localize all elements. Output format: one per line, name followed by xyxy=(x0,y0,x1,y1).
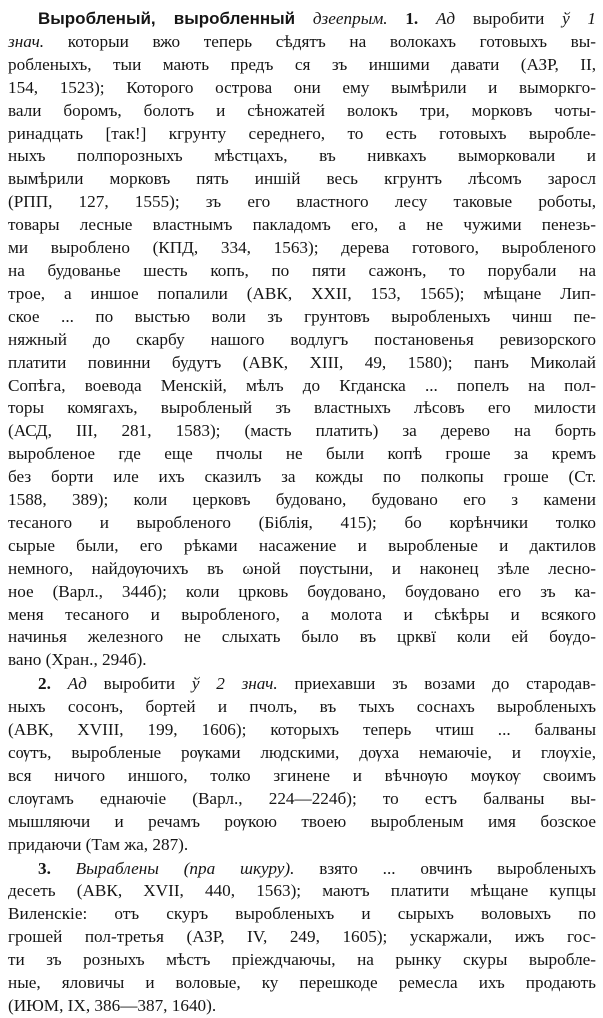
cross-ref-tail-1: ў 1 xyxy=(562,9,597,28)
entry-sense-2 xyxy=(8,673,596,856)
text-line: выробленое где еще пчолы не были копѣ гроше за кремъ xyxy=(8,444,596,464)
text-line: торы комягахъ, выробленый зъ властныхъ лѣсовъ его милости xyxy=(8,398,596,418)
text-line: вали боромъ, болотъ и сѣножатей волокъ три, морковъ чоты- xyxy=(8,100,596,120)
cross-ref-znach-2: знач. xyxy=(241,674,278,694)
text-line: 154, 1523); Которого острова они ему вымѣрили и выморкго- xyxy=(8,77,596,97)
text-line: на будованье шесть копъ, по пяти сажонъ, то порубали на xyxy=(8,260,596,280)
text-line: вано (Хран., 294б). xyxy=(8,650,147,670)
text-line: ское ... по выстью воли зъ грунтовъ выробленыхъ чинш пе- xyxy=(8,306,596,326)
text-line: (АСД, III, 281, 1583); (масть платить) за дерево на борть xyxy=(8,421,596,441)
text-line: ринадцать [так!] кгрунту середнего, то есть готовыхъ выробле- xyxy=(8,123,596,143)
text-line: (АВК, XVIII, 199, 1606); которыхъ теперь чтиш ... балваны xyxy=(8,720,596,740)
cross-ref-label-1: Ад xyxy=(435,9,456,28)
text-line: вымѣрили морковъ пять иншій весь кгрунтъ лѣсомъ заросл xyxy=(8,169,596,189)
text-line: Виленскіе: отъ скуръ выробленыхъ и сырыхъ воловыхъ по xyxy=(8,904,596,924)
dictionary-page xyxy=(8,8,597,1015)
text-line: (ИЮМ, IX, 386—387, 1640). xyxy=(8,995,217,1015)
text-line: няжный до скарбу нашого водлугъ постановенья ревизорского xyxy=(8,329,596,349)
cross-ref-word-2: выробити xyxy=(103,674,176,694)
text-line: ное (Варл., 344б); коли црковь бѹдовано, бѹдовано его зъ ка- xyxy=(8,581,596,601)
text-line: слѹгамъ еднаючіе (Варл., 224—224б); то естъ балваны вы- xyxy=(8,788,596,808)
text-line: мышляючи и речамъ рѹкою твоею выробленым имя бозское xyxy=(8,811,596,831)
text-line: ти зъ розныхъ мѣстъ пріеждчаючы, на рынку скуры выробле- xyxy=(8,950,596,970)
sense-2-first-line: 2. Ад выробити ў 2 знач. приехавши зъ возами до стародав- xyxy=(38,674,597,694)
text-line: ные, яловичы и воловые, ку перешкоде ремесла ихъ продають xyxy=(8,973,596,993)
cross-ref-word-1: выробити xyxy=(472,9,545,28)
sense-3-first-line: 3. Выраблены (пра шкуру). взято ... овчинъ выробленыхъ xyxy=(38,858,597,878)
text-line: десеть (АВК, XVII, 440, 1563); маютъ платити мѣщане купцы xyxy=(8,881,596,901)
entry-sense-3 xyxy=(8,858,596,1018)
text-line: (РПП, 127, 1555); зъ его властного лесу таковые роботы, xyxy=(8,192,596,212)
entry-sense-1 xyxy=(8,8,596,672)
text-line: меня тесаного и выробленого, а молота и сѣкѣры и всякого xyxy=(8,604,596,624)
text-line: знач. которыи вжо теперь сѣдятъ на волокахъ готовыхъ вы- xyxy=(8,31,597,51)
text-line: начинья железного не слыхать было въ црквї коли ей бѹдо- xyxy=(8,627,596,647)
text-line: тесаного и выробленого (Біблія, 415); бо корѣнчики толко xyxy=(8,512,596,532)
headword: Выробленый, выробленный xyxy=(38,9,296,28)
text-line: немного, найдѹючихъ въ ωной пѹстыни, и наконец зѣле лесно- xyxy=(8,558,596,578)
part-of-speech: дзеепрым. xyxy=(312,9,388,28)
text-line: придаючи (Там жа, 287). xyxy=(8,834,189,854)
text-line: грошей пол-третья (АЗР, IV, 249, 1605); ускаржали, ижъ гос- xyxy=(8,927,596,947)
cross-ref-znach-1: знач. xyxy=(8,31,45,51)
text-line: 1588, 389); коли церковъ будовано, будовано его з камени xyxy=(8,490,596,510)
text-line: платити повинни будутъ (АВК, XIII, 49, 1580); панъ Миколай xyxy=(8,352,596,372)
sense-3-gloss: Выраблены (пра шкуру). xyxy=(75,858,295,878)
sense-number-2: 2. xyxy=(38,674,51,694)
text-line: сырые были, его рѣками насажение и выробленые и дактилов xyxy=(8,535,596,555)
sense-number-3: 3. xyxy=(38,858,51,878)
sense-number-1: 1. xyxy=(405,9,419,28)
text-line: Сопѣга, воевода Менскій, мѣлъ до Кгданска ... попелъ на пол- xyxy=(8,375,596,395)
text-line: робленыхъ, тыи мають предъ ся зъ иншими давати (АЗР, II, xyxy=(8,54,596,74)
entry-first-line xyxy=(8,8,596,31)
text-line: ныхъ полпорозныхъ мѣстцахъ, въ нивкахъ выморковали и xyxy=(8,146,596,166)
text-line: без борти иле ихъ сказилъ за кожды по полкопы гроше (Ст. xyxy=(8,467,596,487)
cross-ref-tail-2: ў 2 xyxy=(191,674,225,694)
cross-ref-label-2: Ад xyxy=(67,674,87,694)
text-line: сѹтъ, выробленые рѹками людскими, дѹха немаючіе, и глѹхіе, xyxy=(8,743,596,762)
text-line: товары лесные властнымъ пакладомъ его, а не чужими пенезь- xyxy=(8,215,596,235)
text-line: вся ничого иншого, толко згинене и вѣчнѹю мѹкѹ своимъ xyxy=(8,765,596,785)
text-line: ми выроблено (КПД, 334, 1563); дерева готового, выробленого xyxy=(8,238,596,258)
text-line: ныхъ сосонъ, бортей и пчолъ, въ тыхъ соснахъ выробленыхъ xyxy=(8,697,596,717)
text-line: трое, а иншое попалили (АВК, XXII, 153, 1565); мѣщане Лип- xyxy=(8,283,596,303)
